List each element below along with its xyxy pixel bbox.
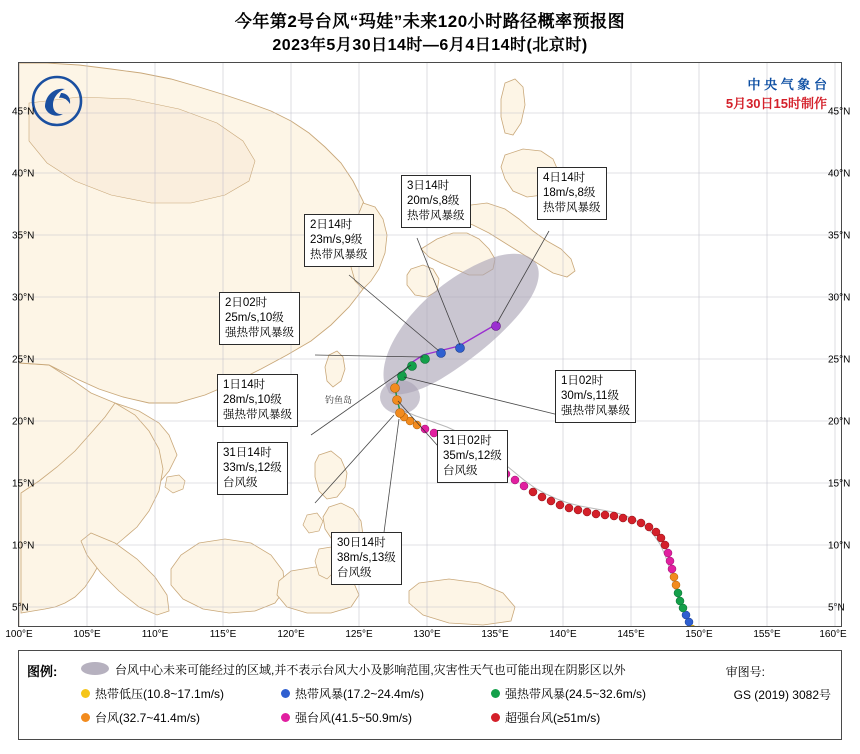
agency-name: 中 央 气 象 台 bbox=[747, 77, 827, 92]
lat-tick: 10°N bbox=[828, 540, 851, 552]
callout-2d14[interactable] bbox=[304, 214, 374, 267]
legend-item-label: 热带风暴(17.2~24.4m/s) bbox=[295, 687, 425, 701]
callout-4d14[interactable] bbox=[537, 167, 607, 220]
lat-tick: 30°N bbox=[828, 292, 851, 304]
page-title bbox=[0, 10, 860, 58]
agency-block bbox=[726, 75, 827, 113]
severe-tropical-storm-dot-icon bbox=[491, 689, 500, 698]
approval-number: GS (2019) 3082号 bbox=[733, 688, 831, 702]
lat-tick: 10°N bbox=[12, 540, 35, 552]
lon-tick: 150°E bbox=[685, 629, 713, 640]
tropical-depression-dot-icon bbox=[81, 689, 90, 698]
callout-time: 31日02时 bbox=[443, 435, 492, 447]
legend bbox=[18, 650, 842, 740]
callout-31d02[interactable] bbox=[437, 430, 508, 483]
callout-category: 热带风暴级 bbox=[310, 249, 368, 261]
callout-time: 1日02时 bbox=[561, 375, 604, 387]
lon-tick: 130°E bbox=[413, 629, 441, 640]
callout-time: 2日14时 bbox=[310, 219, 353, 231]
map-graphics bbox=[19, 63, 841, 626]
lon-tick: 100°E bbox=[5, 629, 33, 640]
title-line-2: 2023年5月30日14时—6月4日14时(北京时) bbox=[272, 37, 588, 54]
callout-31d14[interactable] bbox=[217, 442, 288, 495]
title-line-1: 今年第2号台风“玛娃”未来120小时路径概率预报图 bbox=[234, 12, 626, 31]
lon-tick: 120°E bbox=[277, 629, 305, 640]
lat-tick: 40°N bbox=[12, 168, 35, 180]
lat-axis-left bbox=[0, 62, 35, 627]
legend-title: 图例: bbox=[27, 664, 58, 679]
callout-category: 热带风暴级 bbox=[543, 202, 601, 214]
lon-tick: 155°E bbox=[753, 629, 781, 640]
callout-wind: 25m/s,10级 bbox=[225, 312, 284, 324]
diaoyu-island-label: 钓鱼岛 bbox=[325, 395, 353, 405]
legend-item-label: 强台风(41.5~50.9m/s) bbox=[295, 711, 413, 725]
lat-tick: 15°N bbox=[828, 478, 851, 490]
legend-item-label: 强热带风暴(24.5~32.6m/s) bbox=[505, 687, 647, 701]
lat-tick: 5°N bbox=[12, 602, 29, 614]
callout-30d14[interactable] bbox=[331, 532, 402, 585]
callout-2d02[interactable] bbox=[219, 292, 300, 345]
lat-tick: 45°N bbox=[828, 106, 851, 118]
lat-tick: 5°N bbox=[828, 602, 845, 614]
callout-wind: 28m/s,10级 bbox=[223, 394, 282, 406]
legend-item-superty[interactable] bbox=[491, 709, 600, 726]
callout-wind: 38m/s,13级 bbox=[337, 552, 396, 564]
lat-tick: 35°N bbox=[828, 230, 851, 242]
lat-tick: 40°N bbox=[828, 168, 851, 180]
callout-1d14[interactable] bbox=[217, 374, 298, 427]
lat-tick: 45°N bbox=[12, 106, 35, 118]
legend-item-sts[interactable] bbox=[491, 685, 646, 702]
legend-items bbox=[81, 685, 681, 733]
callout-category: 台风级 bbox=[223, 477, 258, 489]
legend-item-ts[interactable] bbox=[281, 685, 491, 702]
map-inner bbox=[19, 63, 841, 626]
legend-item-label: 热带低压(10.8~17.1m/s) bbox=[95, 687, 225, 701]
callout-wind: 35m/s,12级 bbox=[443, 450, 502, 462]
callout-3d14[interactable] bbox=[401, 175, 471, 228]
severe-typhoon-dot-icon bbox=[281, 713, 290, 722]
callout-wind: 33m/s,12级 bbox=[223, 462, 282, 474]
callout-time: 3日14时 bbox=[407, 180, 450, 192]
legend-item-label: 台风(32.7~41.4m/s) bbox=[95, 711, 201, 725]
legend-item-label: 超强台风(≥51m/s) bbox=[505, 711, 601, 725]
callout-wind: 18m/s,8级 bbox=[543, 187, 596, 199]
lat-tick: 20°N bbox=[12, 416, 35, 428]
typhoon-symbol bbox=[397, 410, 403, 416]
legend-row bbox=[81, 709, 681, 726]
agency-issued: 5月30日15时制作 bbox=[725, 96, 827, 111]
lon-tick: 125°E bbox=[345, 629, 373, 640]
map-canvas[interactable] bbox=[18, 62, 842, 627]
callout-time: 31日14时 bbox=[223, 447, 272, 459]
legend-row bbox=[81, 685, 681, 702]
cone-swatch-icon bbox=[81, 662, 109, 675]
lat-tick: 30°N bbox=[12, 292, 35, 304]
lat-tick: 25°N bbox=[828, 354, 851, 366]
lon-tick: 115°E bbox=[209, 629, 237, 640]
lat-tick: 15°N bbox=[12, 478, 35, 490]
callout-category: 强热带风暴级 bbox=[223, 409, 292, 421]
lon-tick: 105°E bbox=[73, 629, 101, 640]
callout-time: 4日14时 bbox=[543, 172, 586, 184]
callout-wind: 30m/s,11级 bbox=[561, 390, 619, 402]
callout-time: 2日02时 bbox=[225, 297, 268, 309]
callout-category: 强热带风暴级 bbox=[225, 327, 294, 339]
super-typhoon-dot-icon bbox=[491, 713, 500, 722]
legend-item-sty[interactable] bbox=[281, 709, 491, 726]
lat-tick: 35°N bbox=[12, 230, 35, 242]
lat-tick: 20°N bbox=[828, 416, 851, 428]
legend-note: 台风中心未来可能经过的区域,并不表示台风大小及影响范围,灾害性天气也可能出现在阴影区以外 bbox=[115, 663, 626, 677]
legend-item-td[interactable] bbox=[81, 685, 281, 702]
callout-category: 强热带风暴级 bbox=[561, 405, 630, 417]
lon-axis bbox=[5, 629, 847, 645]
callout-wind: 20m/s,8级 bbox=[407, 195, 460, 207]
cma-logo-icon bbox=[31, 75, 83, 127]
callout-category: 热带风暴级 bbox=[407, 210, 465, 222]
callout-wind: 23m/s,9级 bbox=[310, 234, 363, 246]
callout-1d02[interactable] bbox=[555, 370, 636, 423]
lon-tick: 160°E bbox=[819, 629, 847, 640]
lat-axis-right bbox=[814, 62, 854, 627]
lon-tick: 110°E bbox=[141, 629, 169, 640]
lat-tick: 25°N bbox=[12, 354, 35, 366]
callout-category: 台风级 bbox=[443, 465, 478, 477]
callout-category: 台风级 bbox=[337, 567, 372, 579]
callout-time: 1日14时 bbox=[223, 379, 266, 391]
tropical-storm-dot-icon bbox=[281, 689, 290, 698]
legend-item-ty[interactable] bbox=[81, 709, 281, 726]
lon-tick: 145°E bbox=[617, 629, 645, 640]
lon-tick: 135°E bbox=[481, 629, 509, 640]
approval-title: 审图号: bbox=[725, 665, 765, 679]
typhoon-dot-icon bbox=[81, 713, 90, 722]
lon-tick: 140°E bbox=[549, 629, 577, 640]
callout-time: 30日14时 bbox=[337, 537, 386, 549]
